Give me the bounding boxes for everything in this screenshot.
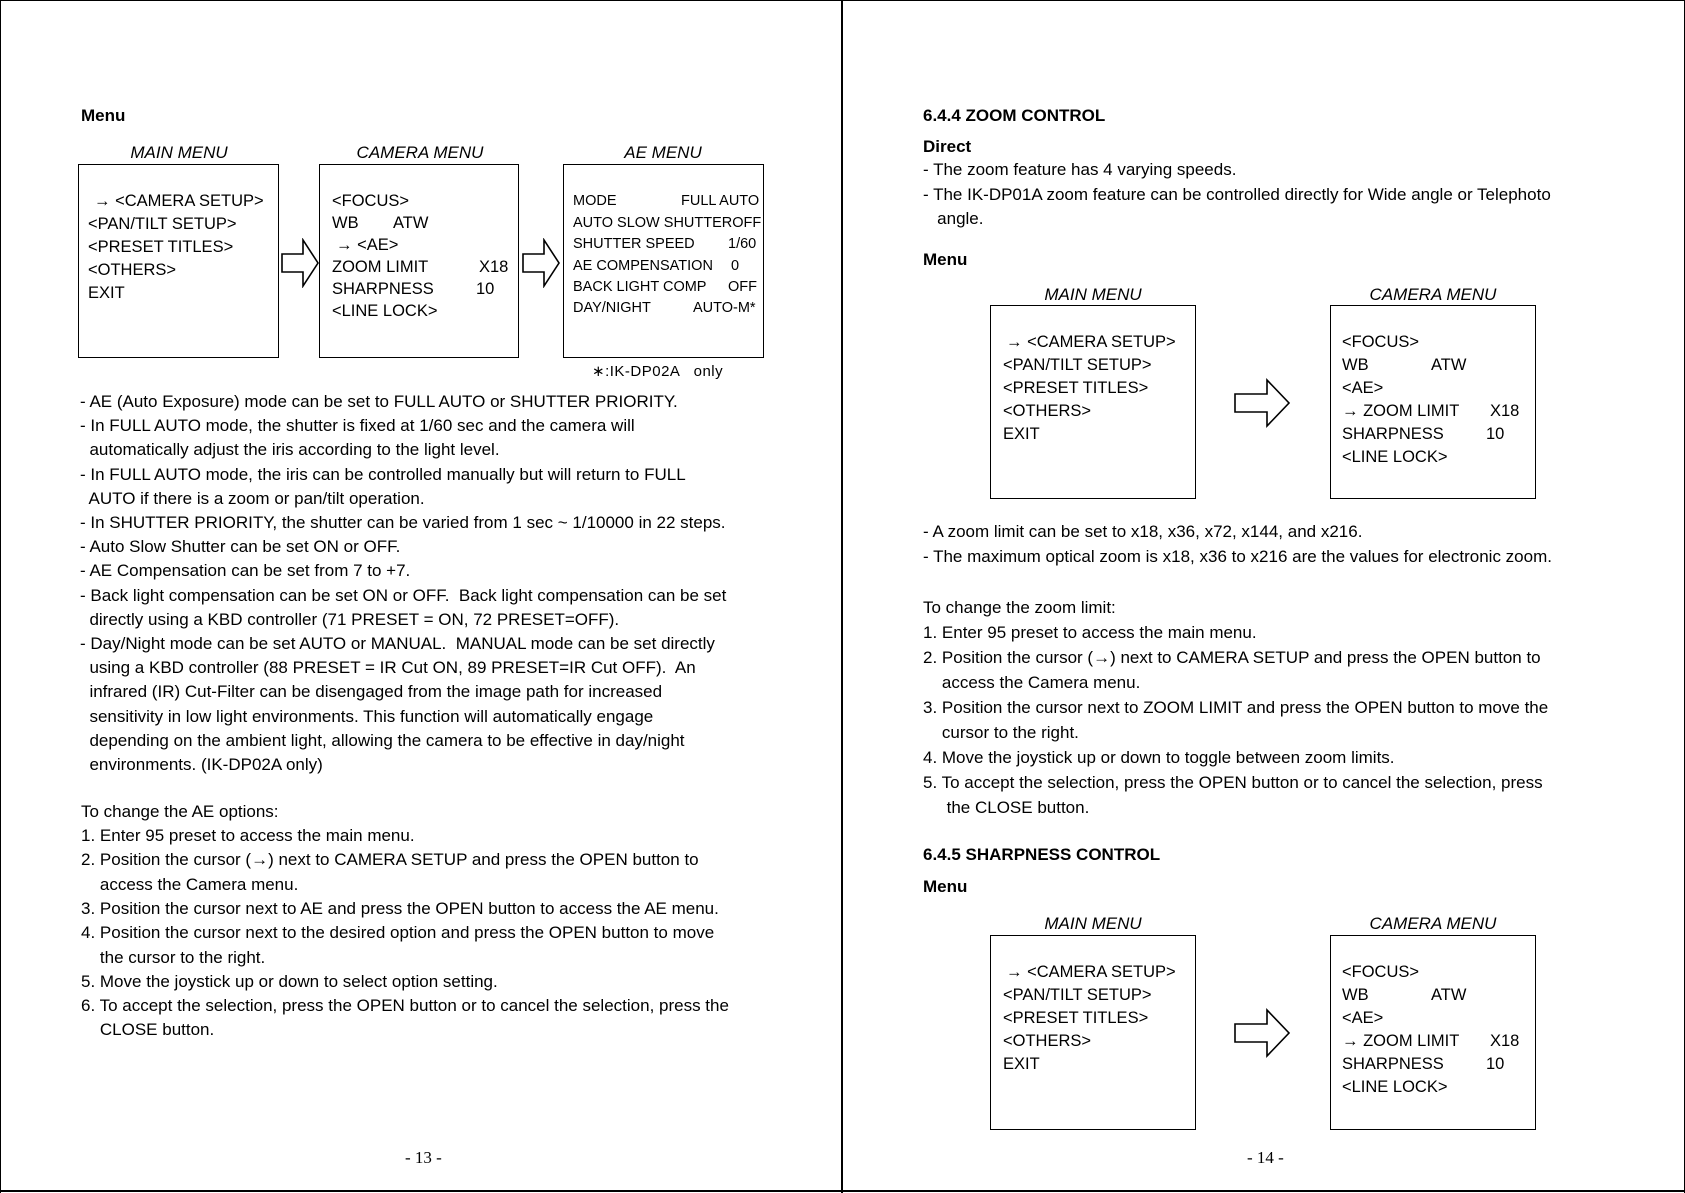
main-menu-item-preset-titles: <PRESET TITLES> <box>1003 1009 1149 1027</box>
main-menu-item-camera-setup: → <CAMERA SETUP> <box>1006 963 1176 981</box>
zoom-step-line: 3. Position the cursor next to ZOOM LIMIT and press the OPEN button to move the <box>923 698 1549 717</box>
camera-menu-ae: <AE> <box>1342 1009 1384 1027</box>
ae-menu-back-light-comp-value: OFF <box>728 279 757 295</box>
ae-step-line: the cursor to the right. <box>81 947 266 967</box>
camera-menu-title: CAMERA MENU <box>1369 285 1497 304</box>
cursor-arrow-icon: → <box>1006 963 1023 981</box>
direct-description-line: angle. <box>923 209 984 228</box>
flow-arrow-icon <box>281 238 321 288</box>
main-menu-box <box>990 305 1196 499</box>
main-menu-item-pan-tilt: <PAN/TILT SETUP> <box>1003 986 1152 1004</box>
ae-description-line: - In SHUTTER PRIORITY, the shutter can be varied from 1 sec ~ 1/10000 in 22 steps. <box>80 513 726 532</box>
ae-description-line: - Back light compensation can be set ON or OFF. Back light compensation can be set <box>80 585 727 605</box>
ae-step-line: CLOSE button. <box>81 1020 215 1040</box>
camera-menu-wb-value: ATW <box>1431 986 1467 1004</box>
ae-menu-mode: MODE <box>573 193 617 209</box>
ae-menu-day-night: DAY/NIGHT <box>573 300 651 316</box>
camera-menu-box <box>1330 305 1536 499</box>
ae-description-line: depending on the ambient light, allowing the camera to be effective in day/night <box>80 730 685 750</box>
zoom-steps-intro: To change the zoom limit: <box>923 598 1116 617</box>
ae-description-line: AUTO if there is a zoom or pan/tilt operation. <box>80 488 425 508</box>
main-menu-item-camera-setup: → <CAMERA SETUP> <box>1006 333 1176 351</box>
camera-menu-wb-value: ATW <box>1431 356 1467 374</box>
camera-menu-box <box>1330 935 1536 1130</box>
main-menu-title: MAIN MENU <box>1044 914 1142 933</box>
zoom-step-line: cursor to the right. <box>923 723 1079 742</box>
ae-description-line: using a KBD controller (88 PRESET = IR Cut ON, 89 PRESET=IR Cut OFF). An <box>80 658 696 678</box>
menu-heading: Menu <box>923 877 968 896</box>
ae-menu-mode-value: FULL AUTO <box>681 193 760 209</box>
zoom-step-line: access the Camera menu. <box>923 673 1141 692</box>
camera-menu-focus: <FOCUS> <box>332 192 410 210</box>
flow-arrow-icon <box>1233 1008 1293 1060</box>
zoom-step-line: 5. To accept the selection, press the OPEN button or to cancel the selection, press <box>923 773 1543 792</box>
ae-step-line: 2. Position the cursor (→) next to CAMERA SETUP and press the OPEN button to <box>81 850 699 870</box>
ae-menu-title: AE MENU <box>624 143 702 162</box>
ae-description-line: environments. (IK-DP02A only) <box>80 755 323 774</box>
cursor-arrow-icon: → <box>336 236 353 254</box>
camera-menu-box <box>319 164 519 358</box>
camera-menu-sharpness: SHARPNESS <box>332 280 434 298</box>
camera-menu-zoom-limit: → ZOOM LIMIT <box>1342 1032 1460 1050</box>
camera-menu-sharpness-value: 10 <box>476 280 495 298</box>
camera-menu-wb: WB <box>1342 356 1369 374</box>
main-menu-item-exit: EXIT <box>1003 1055 1040 1073</box>
zoom-step-line: the CLOSE button. <box>923 798 1090 817</box>
camera-menu-ae: → <AE> <box>336 236 399 254</box>
ae-menu-ae-compensation-value: 0 <box>731 258 740 274</box>
camera-menu-sharpness: SHARPNESS <box>1342 1055 1444 1073</box>
camera-menu-zoom-limit: ZOOM LIMIT <box>332 258 429 276</box>
ae-description-line: infrared (IR) Cut-Filter can be disengaged from the image path for increased <box>80 682 663 702</box>
main-menu-item-exit: EXIT <box>88 284 125 302</box>
camera-menu-sharpness-value: 10 <box>1486 1055 1505 1073</box>
ae-menu-shutter-speed: SHUTTER SPEED <box>573 236 695 252</box>
camera-menu-title: CAMERA MENU <box>1369 914 1497 933</box>
ae-step-line: access the Camera menu. <box>81 874 299 894</box>
page-number: - 14 - <box>1247 1148 1284 1167</box>
sharpness-control-heading: 6.4.5 SHARPNESS CONTROL <box>923 845 1161 864</box>
zoom-description-line: - A zoom limit can be set to x18, x36, x72, x144, and x216. <box>923 522 1363 541</box>
camera-menu-zoom-limit-value: X18 <box>1490 1032 1520 1050</box>
main-menu-item-pan-tilt: <PAN/TILT SETUP> <box>88 215 237 233</box>
main-menu-item-pan-tilt: <PAN/TILT SETUP> <box>1003 356 1152 374</box>
camera-menu-focus: <FOCUS> <box>1342 333 1420 351</box>
flow-arrow-icon <box>1233 378 1293 430</box>
ae-step-line: 5. Move the joystick up or down to select option setting. <box>81 971 498 991</box>
ae-description-line: directly using a KBD controller (71 PRESET = ON, 72 PRESET=OFF). <box>80 609 620 629</box>
ae-steps-intro: To change the AE options: <box>81 802 279 821</box>
zoom-step-line: 4. Move the joystick up or down to toggle between zoom limits. <box>923 748 1395 767</box>
ae-step-line: 1. Enter 95 preset to access the main menu. <box>81 826 415 845</box>
main-menu-item-preset-titles: <PRESET TITLES> <box>88 238 234 256</box>
ae-description-line: - In FULL AUTO mode, the shutter is fixed at 1/60 sec and the camera will <box>80 416 635 436</box>
ae-step-line: 3. Position the cursor next to AE and press the OPEN button to access the AE menu. <box>81 898 719 918</box>
menu-heading: Menu <box>923 250 968 269</box>
ae-description-line: - AE (Auto Exposure) mode can be set to FULL AUTO or SHUTTER PRIORITY. <box>80 392 678 411</box>
zoom-description-line: - The maximum optical zoom is x18, x36 to x216 are the values for electronic zoom. <box>923 547 1552 566</box>
camera-menu-zoom-limit: → ZOOM LIMIT <box>1342 402 1460 420</box>
direct-description-line: - The IK-DP01A zoom feature can be controlled directly for Wide angle or Telephoto <box>923 184 1551 204</box>
ae-description-line: sensitivity in low light environments. This function will automatically engage <box>80 706 654 726</box>
ae-description-line: - Auto Slow Shutter can be set ON or OFF. <box>80 537 401 557</box>
camera-menu-line-lock: <LINE LOCK> <box>1342 1078 1448 1096</box>
main-menu-item-others: <OTHERS> <box>88 261 177 279</box>
ae-description-line: - In FULL AUTO mode, the iris can be controlled manually but will return to FULL <box>80 464 686 484</box>
main-menu-item-camera-setup: → <CAMERA SETUP> <box>94 192 264 210</box>
direct-description-line: - The zoom feature has 4 varying speeds. <box>923 160 1237 179</box>
camera-menu-line-lock: <LINE LOCK> <box>332 302 438 320</box>
ae-menu-ae-compensation: AE COMPENSATION <box>573 258 713 274</box>
main-menu-item-others: <OTHERS> <box>1003 402 1092 420</box>
model-note: ∗:IK-DP02A only <box>592 363 724 380</box>
ae-menu-box <box>563 164 764 358</box>
page-13 <box>0 0 842 1193</box>
main-menu-title: MAIN MENU <box>130 143 228 162</box>
ae-menu-auto-slow-shutter: AUTO SLOW SHUTTEROFF <box>573 215 762 231</box>
ae-menu-day-night-value: AUTO-M* <box>693 300 756 316</box>
cursor-arrow-icon: → <box>1006 333 1023 351</box>
main-menu-item-preset-titles: <PRESET TITLES> <box>1003 379 1149 397</box>
page-14 <box>842 0 1685 1193</box>
main-menu-box <box>990 935 1196 1130</box>
page-number: - 13 - <box>405 1148 442 1167</box>
camera-menu-zoom-limit-value: X18 <box>479 258 509 276</box>
ae-step-line: 4. Position the cursor next to the desired option and press the OPEN button to move <box>81 923 715 943</box>
main-menu-item-exit: EXIT <box>1003 425 1040 443</box>
cursor-arrow-icon: → <box>1342 402 1359 420</box>
camera-menu-zoom-limit-value: X18 <box>1490 402 1520 420</box>
menu-heading: Menu <box>81 106 126 125</box>
camera-menu-title: CAMERA MENU <box>356 143 484 162</box>
cursor-arrow-icon: → <box>1342 1032 1359 1050</box>
camera-menu-wb: WB <box>332 214 359 232</box>
direct-heading: Direct <box>923 137 972 156</box>
main-menu-title: MAIN MENU <box>1044 285 1142 304</box>
ae-menu-back-light-comp: BACK LIGHT COMP <box>573 279 707 295</box>
camera-menu-wb-value: ATW <box>393 214 429 232</box>
main-menu-item-others: <OTHERS> <box>1003 1032 1092 1050</box>
zoom-step-line: 1. Enter 95 preset to access the main menu. <box>923 623 1257 642</box>
zoom-step-line: 2. Position the cursor (→) next to CAMERA SETUP and press the OPEN button to <box>923 648 1541 667</box>
ae-step-line: 6. To accept the selection, press the OPEN button or to cancel the selection, press the <box>81 996 729 1016</box>
main-menu-box <box>78 164 279 358</box>
ae-menu-shutter-speed-value: 1/60 <box>728 236 757 252</box>
ae-description-line: automatically adjust the iris according to the light level. <box>80 440 500 460</box>
ae-description-line: - AE Compensation can be set from 7 to +7. <box>80 561 411 581</box>
cursor-arrow-icon: → <box>94 192 111 210</box>
camera-menu-sharpness: SHARPNESS <box>1342 425 1444 443</box>
camera-menu-focus: <FOCUS> <box>1342 963 1420 981</box>
ae-description-line: - Day/Night mode can be set AUTO or MANUAL. MANUAL mode can be set directly <box>80 634 715 653</box>
camera-menu-ae: <AE> <box>1342 379 1384 397</box>
camera-menu-line-lock: <LINE LOCK> <box>1342 448 1448 466</box>
camera-menu-sharpness-value: 10 <box>1486 425 1505 443</box>
camera-menu-wb: WB <box>1342 986 1369 1004</box>
flow-arrow-icon <box>522 238 562 288</box>
zoom-control-heading: 6.4.4 ZOOM CONTROL <box>923 106 1106 125</box>
